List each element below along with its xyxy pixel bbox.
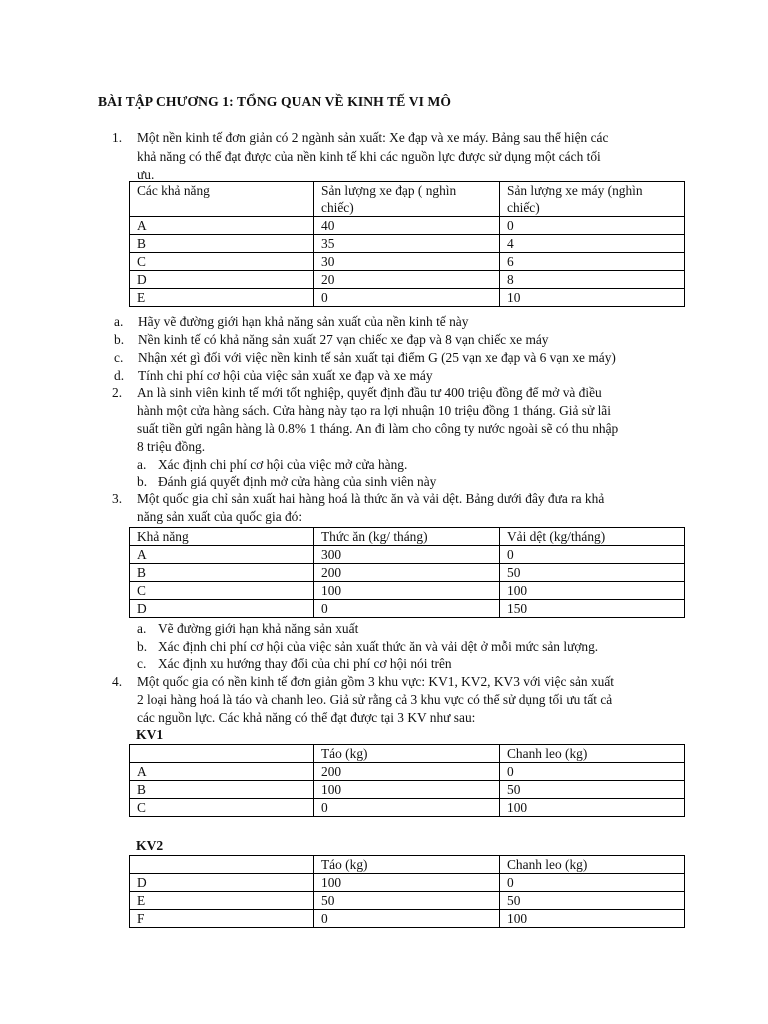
header-cell: Khả năng <box>130 528 314 546</box>
table-cell: 50 <box>500 892 685 910</box>
table-row <box>130 546 685 564</box>
table-cell: C <box>130 253 314 271</box>
header-cell: Táo (kg) <box>314 856 500 874</box>
table-row <box>130 253 685 271</box>
q1-sub-label: c. <box>114 350 124 365</box>
q1-sub-text: Tính chi phí cơ hội của việc sản xuất xe đạp và xe máy <box>138 368 433 383</box>
table-cell: C <box>130 582 314 600</box>
table-cell: A <box>130 217 314 235</box>
q2-sub-text: Đánh giá quyết định mở cửa hàng của sinh viên này <box>158 474 437 489</box>
header-text: Sản lượng xe đạp ( nghìn <box>321 183 457 198</box>
q3-sub-text: Xác định xu hướng thay đổi của chi phí cơ hội nói trên <box>158 656 452 671</box>
table-header-row <box>130 745 685 763</box>
table-cell: 40 <box>314 217 500 235</box>
q3-sub-text: Vẽ đường giới hạn khả năng sản xuất <box>158 621 359 636</box>
table-cell: 50 <box>500 781 685 799</box>
kv2-table <box>129 855 685 928</box>
table-row <box>130 874 685 892</box>
table-cell: 0 <box>500 217 685 235</box>
table-cell: 100 <box>500 582 685 600</box>
q3-sub-label: a. <box>137 621 147 636</box>
table-cell: 100 <box>500 799 685 817</box>
table-cell: 0 <box>314 799 500 817</box>
q2-line: hành một cửa hàng sách. Cửa hàng này tạo ra lợi nhuận 10 triệu đồng 1 tháng. Giả sử lãi <box>137 403 611 418</box>
q1-sub-text: Nhận xét gì đối với việc nền kinh tế sản xuất tại điểm G (25 vạn xe đạp và 6 vạn xe máy) <box>138 350 616 365</box>
table-row <box>130 892 685 910</box>
q1-table <box>129 181 685 307</box>
q1-line: Một nền kinh tế đơn giản có 2 ngành sản xuất: Xe đạp và xe máy. Bảng sau thể hiện các <box>137 130 609 145</box>
table-cell: 0 <box>500 763 685 781</box>
table-cell: B <box>130 781 314 799</box>
q2-sub-text: Xác định chi phí cơ hội của việc mở cửa hàng. <box>158 457 408 472</box>
q3-number: 3. <box>112 491 123 506</box>
header-text: Các khả năng <box>137 183 210 198</box>
q4-line: Một quốc gia có nền kinh tế đơn giản gồm 3 khu vực: KV1, KV2, KV3 với việc sản xuất <box>137 674 614 689</box>
table-row <box>130 600 685 618</box>
table-cell: 50 <box>314 892 500 910</box>
q3-line: Một quốc gia chỉ sản xuất hai hàng hoá là thức ăn và vải dệt. Bảng dưới đây đưa ra khả <box>137 491 605 506</box>
q2-sub-label: a. <box>137 457 147 472</box>
table-cell: 10 <box>500 289 685 307</box>
table-cell: 0 <box>314 910 500 928</box>
table-cell: 0 <box>314 289 500 307</box>
header-cell <box>500 182 685 217</box>
table-row <box>130 910 685 928</box>
kv1-table <box>129 744 685 817</box>
table-cell: 150 <box>500 600 685 618</box>
table-cell: B <box>130 235 314 253</box>
table-cell: 200 <box>314 564 500 582</box>
header-text: chiếc) <box>507 200 540 215</box>
kv2-heading: KV2 <box>136 838 164 853</box>
q1-number: 1. <box>112 130 123 145</box>
q2-line: 8 triệu đồng. <box>137 439 206 454</box>
table-cell: D <box>130 874 314 892</box>
header-cell <box>314 182 500 217</box>
q2-sub-label: b. <box>137 474 148 489</box>
kv1-heading: KV1 <box>136 727 164 742</box>
header-cell <box>130 182 314 217</box>
table-cell: D <box>130 600 314 618</box>
table-cell: E <box>130 892 314 910</box>
table-cell: B <box>130 564 314 582</box>
table-cell: 20 <box>314 271 500 289</box>
header-text: Sản lượng xe máy (nghìn <box>507 183 643 198</box>
q3-sub-text: Xác định chi phí cơ hội của việc sản xuất thức ăn và vải dệt ở mỗi mức sản lượng. <box>158 639 599 654</box>
q4-line: các nguồn lực. Các khả năng có thể đạt được tại 3 KV như sau: <box>137 710 476 725</box>
table-cell: D <box>130 271 314 289</box>
header-cell: Chanh leo (kg) <box>500 856 685 874</box>
q3-sub-label: c. <box>137 656 147 671</box>
q2-number: 2. <box>112 385 123 400</box>
table-row <box>130 289 685 307</box>
table-cell: 35 <box>314 235 500 253</box>
q4-number: 4. <box>112 674 123 689</box>
table-row <box>130 582 685 600</box>
header-cell: Vải dệt (kg/tháng) <box>500 528 685 546</box>
table-row <box>130 564 685 582</box>
table-cell: A <box>130 763 314 781</box>
header-text: chiếc) <box>321 200 354 215</box>
table-cell: 100 <box>500 910 685 928</box>
table-cell: 100 <box>314 874 500 892</box>
table-cell: F <box>130 910 314 928</box>
table-header-row <box>130 856 685 874</box>
header-cell: Chanh leo (kg) <box>500 745 685 763</box>
q3-table <box>129 527 685 618</box>
table-cell: E <box>130 289 314 307</box>
table-row <box>130 217 685 235</box>
table-cell: 30 <box>314 253 500 271</box>
q3-sub-label: b. <box>137 639 148 654</box>
table-cell: 4 <box>500 235 685 253</box>
q1-line: khả năng có thể đạt được của nền kinh tế khi các nguồn lực được sử dụng một cách tối <box>137 149 601 164</box>
q1-line: ưu. <box>137 167 155 182</box>
document-title: BÀI TẬP CHƯƠNG 1: TỔNG QUAN VỀ KINH TẾ VI MÔ <box>98 94 452 109</box>
table-row <box>130 271 685 289</box>
table-cell: 0 <box>500 546 685 564</box>
table-cell: A <box>130 546 314 564</box>
q1-sub-label: d. <box>114 368 125 383</box>
table-row <box>130 763 685 781</box>
q1-sub-text: Nền kinh tế có khả năng sản xuất 27 vạn chiếc xe đạp và 8 vạn chiếc xe máy <box>138 332 549 347</box>
header-cell: Táo (kg) <box>314 745 500 763</box>
q1-sub-label: b. <box>114 332 125 347</box>
table-header-row <box>130 528 685 546</box>
table-row <box>130 235 685 253</box>
table-cell: C <box>130 799 314 817</box>
table-row <box>130 781 685 799</box>
q1-sub-label: a. <box>114 314 124 329</box>
table-cell: 100 <box>314 582 500 600</box>
table-cell: 100 <box>314 781 500 799</box>
header-cell <box>130 856 314 874</box>
table-cell: 8 <box>500 271 685 289</box>
table-cell: 300 <box>314 546 500 564</box>
table-cell: 0 <box>314 600 500 618</box>
q2-line: An là sinh viên kinh tế mới tốt nghiệp, quyết định đầu tư 400 triệu đồng để mở và điều <box>137 385 602 400</box>
header-cell: Thức ăn (kg/ tháng) <box>314 528 500 546</box>
header-cell <box>130 745 314 763</box>
table-cell: 6 <box>500 253 685 271</box>
q2-line: suất tiền gửi ngân hàng là 0.8% 1 tháng. An đi làm cho công ty nước ngoài sẽ có thu nhập <box>137 421 619 436</box>
table-row <box>130 799 685 817</box>
table-cell: 0 <box>500 874 685 892</box>
table-cell: 200 <box>314 763 500 781</box>
q1-sub-text: Hãy vẽ đường giới hạn khả năng sản xuất của nền kinh tế này <box>138 314 469 329</box>
table-header-row <box>130 182 685 217</box>
q3-line: năng sản xuất của quốc gia đó: <box>137 509 303 524</box>
q4-line: 2 loại hàng hoá là táo và chanh leo. Giả sử rằng cả 3 khu vực có thể sử dụng tối ưu tất cả <box>137 692 613 707</box>
table-cell: 50 <box>500 564 685 582</box>
